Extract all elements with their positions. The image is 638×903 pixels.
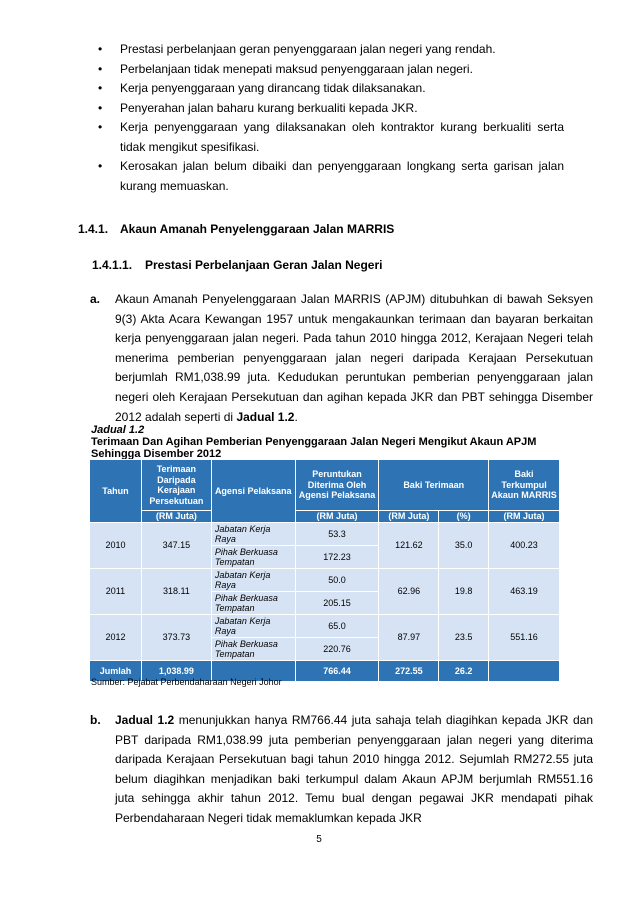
header-terimaan-unit: (RM Juta) — [141, 511, 211, 523]
table-row: 2011 318.11 Jabatan Kerja Raya 50.0 62.96 19.8 463.19 — [90, 568, 560, 591]
table-caption — [91, 424, 551, 460]
table-row: 2012 373.73 Jabatan Kerja Raya 65.0 87.97 23.5 551.16 — [90, 614, 560, 637]
section-title: Akaun Amanah Penyelenggaraan Jalan MARRIS — [120, 222, 395, 236]
list-item: • Prestasi perbelanjaan geran penyenggaraan jalan negeri yang rendah. — [94, 40, 564, 60]
table-label: Jadual 1.2 — [91, 424, 145, 436]
section-number: 1.4.1. — [78, 222, 109, 236]
table-reference: Jadual 1.2 — [115, 713, 175, 727]
table-row: 2010 347.15 Jabatan Kerja Raya 53.3 121.62 35.0 400.23 — [90, 522, 560, 545]
table-title-line2: Sehingga Disember 2012 — [91, 448, 222, 460]
header-terimaan: Terimaan Daripada Kerajaan Persekutuan — [141, 460, 211, 511]
subsection-title: Prestasi Perbelanjaan Geran Jalan Negeri — [145, 258, 383, 272]
list-item: • Kerosakan jalan belum dibaiki dan penyenggaraan longkang serta garisan jalan kurang memuaskan. — [98, 159, 564, 193]
bullet-icon: • — [98, 81, 103, 95]
list-item: • Perbelanjaan tidak menepati maksud penyenggaraan jalan negeri. — [94, 60, 564, 80]
list-item: • Kerja penyenggaraan yang dirancang tidak dilaksanakan. — [94, 79, 564, 99]
header-tahun: Tahun — [90, 460, 142, 523]
agency-jkr: Jabatan Kerja Raya — [211, 568, 295, 591]
header-baki-rm: (RM Juta) — [379, 511, 439, 523]
agency-pbt: Pihak Berkuasa Tempatan — [211, 591, 295, 614]
subsection-number: 1.4.1.1. — [92, 258, 133, 272]
header-peruntukan: Peruntukan Diterima Oleh Agensi Pelaksana — [295, 460, 379, 511]
agency-jkr: Jabatan Kerja Raya — [211, 522, 295, 545]
bullet-icon: • — [98, 159, 103, 173]
bullet-icon: • — [98, 120, 103, 134]
table-row: Pihak Berkuasa Tempatan 205.15 — [90, 591, 560, 614]
header-peruntukan-unit: (RM Juta) — [295, 511, 379, 523]
table-title: Terimaan Dan Agihan Pemberian Penyenggaraan Jalan Negeri Mengikut Akaun APJM — [91, 436, 537, 448]
list-item: • Kerja penyenggaraan yang dilaksanakan oleh kontraktor kurang berkualiti serta tidak mengikut spesifikasi. — [98, 120, 564, 154]
table-reference: Jadual 1.2 — [236, 409, 295, 424]
section-heading — [78, 222, 394, 236]
header-agensi: Agensi Pelaksana — [211, 460, 295, 523]
bullet-icon: • — [98, 42, 103, 56]
table-total-row: Jumlah 1,038.99 766.44 272.55 26.2 — [90, 660, 560, 681]
table-source: Sumber: Pejabat Perbendaharaan Negeri Johor — [91, 677, 282, 687]
allocation-table — [89, 459, 560, 682]
page-number: 5 — [316, 834, 322, 845]
table-row: Pihak Berkuasa Tempatan 172.23 — [90, 545, 560, 568]
bullet-list — [94, 40, 564, 196]
paragraph-b: b. Jadual 1.2 menunjukkan hanya RM766.44 juta sahaja telah diagihkan kepada JKR dan PBT daripada RM1,038.99 juta pemberian penyenggaraan jalan negeri yang diterima daripada Kerajaan Persekutuan bagi tahun 2010 hingga 2012. Sejumlah RM272.55 juta belum diagihkan menjadikan baki terkumpul dalam Akaun APJM berjumlah RM551.16 juta sehingga akhir tahun 2012. Temu bual dengan pegawai JKR mendapati pihak Perbendaharaan Negeri tidak memaklumkan kepada JKR — [90, 713, 593, 825]
header-terkumpul-unit: (RM Juta) — [489, 511, 560, 523]
subsection-heading — [92, 258, 382, 272]
agency-pbt: Pihak Berkuasa Tempatan — [211, 545, 295, 568]
bullet-icon: • — [98, 61, 103, 76]
header-baki-pct: (%) — [439, 511, 489, 523]
header-baki: Baki Terimaan — [379, 460, 489, 511]
list-item: • Penyerahan jalan baharu kurang berkualiti kepada JKR. — [94, 99, 564, 119]
paragraph-a: a. Akaun Amanah Penyelenggaraan Jalan MARRIS (APJM) ditubuhkan di bawah Seksyen 9(3) Akta Acara Kewangan 1957 untuk mengakaunkan terimaan dan bayaran berkaitan kerja penyenggaraan jalan negeri. Pada tahun 2010 hingga 2012, Kerajaan Negeri telah menerima pemberian penyenggaraan jalan negeri daripada Kerajaan Persekutuan berjumlah RM1,038.99 juta. Kedudukan peruntukan pemberian penyenggaraan jalan negeri oleh Kerajaan Persekutuan dan agihan kepada JKR dan PBT sehingga Disember 2012 adalah seperti di Jadual 1.2. — [90, 292, 593, 424]
agency-pbt: Pihak Berkuasa Tempatan — [211, 637, 295, 660]
table-row: Pihak Berkuasa Tempatan 220.76 — [90, 637, 560, 660]
bullet-icon: • — [98, 100, 103, 115]
paragraph-marker: b. — [90, 713, 101, 727]
paragraph-marker: a. — [90, 292, 101, 306]
agency-jkr: Jabatan Kerja Raya — [211, 614, 295, 637]
header-terkumpul: Baki Terkumpul Akaun MARRIS — [489, 460, 560, 511]
